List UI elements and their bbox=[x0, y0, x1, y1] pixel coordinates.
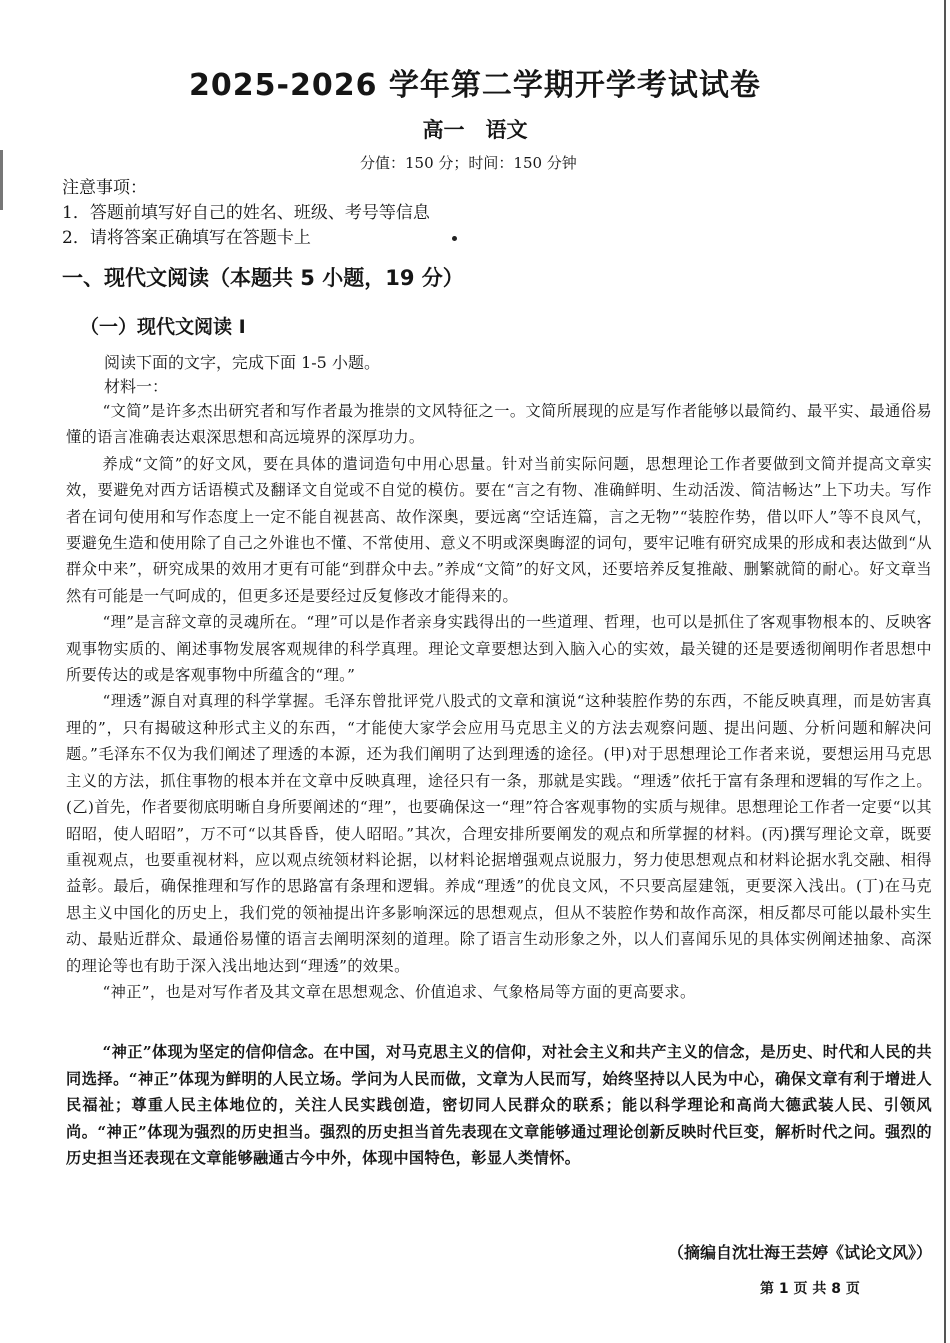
paragraph: “理”是言辞文章的灵魂所在。“理”可以是作者亲身实践得出的一些道理、哲理，也可以是抓住了客观事物根本的、反映客观事物实质的、阐述事物发展客观规律的科学真理。理论文章要想达到入脑入心的实效，最关键的还是要透彻阐明作者思想中所要传达的或是客观事物中所蕴含的“理。” bbox=[66, 613, 932, 685]
reading-instruction: 阅读下面的文字，完成下面 1-5 小题。 bbox=[104, 353, 380, 372]
scan-edge bbox=[944, 0, 946, 1343]
material-label: 材料一： bbox=[104, 377, 169, 396]
notice-item: 1．答题前填写好自己的姓名、班级、考号等信息 bbox=[62, 203, 430, 223]
scan-dot bbox=[452, 236, 457, 241]
page-number: 第 1 页 共 8 页 bbox=[760, 1281, 860, 1297]
source-citation: （摘编自沈壮海王芸婷《试论文风》） bbox=[667, 1243, 932, 1262]
reading-passage bbox=[66, 398, 932, 1171]
paragraph: “理透”源自对真理的科学掌握。毛泽东曾批评党八股式的文章和演说“这种装腔作势的东西，不能反映真理，而是妨害真理的”，只有揭破这种形式主义的东西，“才能使大家学会应用马克思主义的方法去观察问题、提出问题、分析问题和解决问题。”毛泽东不仅为我们阐述了理透的本源，还为我们阐明了达到理透的途径。(甲)对于思想理论工作者来说，要想运用马克思主义的方法，抓住事物的根本并在文章中反映真理，途径只有一条，那就是实践。“理透”依托于富有条理和逻辑的写作之上。(乙)首先，作者要彻底明晰自身所要阐述的“理”，也要确保这一“理”符合客观事物的实质与规律。思想理论工作者一定要“以其昭昭，使人昭昭”，万不可“以其昏昏，使人昭昭。”其次，合理安排所要阐发的观点和所掌握的材料。(丙)撰写理论文章，既要重视观点，也要重视材料，应以观点统领材料论据，以材料论据增强观点说服力，努力使思想观点和材料论据水乳交融、相得益彰。最后，确保推理和写作的思路富有条理和逻辑。养成“理透”的优良文风，不只要高屋建瓴，更要深入浅出。(丁)在马克思主义中国化的历史上，我们党的领袖提出许多影响深远的思想观点，但从不装腔作势和故作高深，相反都尽可能以最朴实生动、最贴近群众、最通俗易懂的语言去阐明深刻的道理。除了语言生动形象之外，以人们喜闻乐见的具体实例阐述抽象、高深的理论等也有助于深入浅出地达到“理透”的效果。 bbox=[66, 692, 932, 975]
paragraph: “神正”体现为坚定的信仰信念。在中国，对马克思主义的信仰，对社会主义和共产主义的信念，是历史、时代和人民的共同选择。“神正”体现为鲜明的人民立场。学问为人民而做，文章为人民而写，始终坚持以人民为中心，确保文章有利于增进人民福祉；尊重人民主体地位的，关注人民实践创造，密切同人民群众的联系；能以科学理论和高尚大德武装人民、引领风尚。“神正”体现为强烈的历史担当。强烈的历史担当首先表现在文章能够通过理论创新反映时代巨变，解析时代之问。强烈的历史担当还表现在文章能够融通古今中外，体现中国特色，彰显人类情怀。 bbox=[66, 1043, 932, 1167]
paragraph: “神正”，也是对写作者及其文章在思想观念、价值追求、气象格局等方面的更高要求。 bbox=[102, 982, 696, 1001]
subsection-title: （一）现代文阅读 I bbox=[80, 316, 246, 338]
notice-heading: 注意事项： bbox=[62, 178, 147, 198]
score-time: 分值：150 分；时间：150 分钟 bbox=[360, 154, 577, 172]
paragraph: 养成“文简”的好文风，要在具体的遣词造句中用心思量。针对当前实际问题，思想理论工作者要做到文简并提高文章实效，要避免对西方话语模式及翻译文自觉或不自觉的模仿。要在“言之有物、准确鲜明、生动活泼、简洁畅达”上下功夫。写作者在词句使用和写作态度上一定不能自视甚高、故作深奥，要远离“空话连篇，言之无物”“装腔作势，借以吓人”等不良风气，要避免生造和使用除了自己之外谁也不懂、不常使用、意义不明或深奥晦涩的词句，要牢记唯有研究成果的形成和表达做到“从群众中来”，研究成果的效用才更有可能“到群众中去。”养成“文简”的好文风，还要培养反复推敲、删繁就简的耐心。好文章当然有可能是一气呵成的，但更多还是要经过反复修改才能得来的。 bbox=[66, 454, 932, 605]
scan-edge-left bbox=[0, 150, 3, 210]
notice-item: 2．请将答案正确填写在答题卡上 bbox=[62, 228, 311, 248]
exam-title: 2025-2026 学年第二学期开学考试试卷 bbox=[189, 68, 761, 103]
paragraph: “文简”是许多杰出研究者和写作者最为推崇的文风特征之一。文简所展现的应是写作者能够以最简约、最平实、最通俗易懂的语言准确表达艰深思想和高远境界的深厚功力。 bbox=[66, 402, 932, 447]
section-title: 一、现代文阅读（本题共 5 小题，19 分） bbox=[62, 266, 464, 290]
exam-subject: 高一 语文 bbox=[422, 118, 528, 142]
